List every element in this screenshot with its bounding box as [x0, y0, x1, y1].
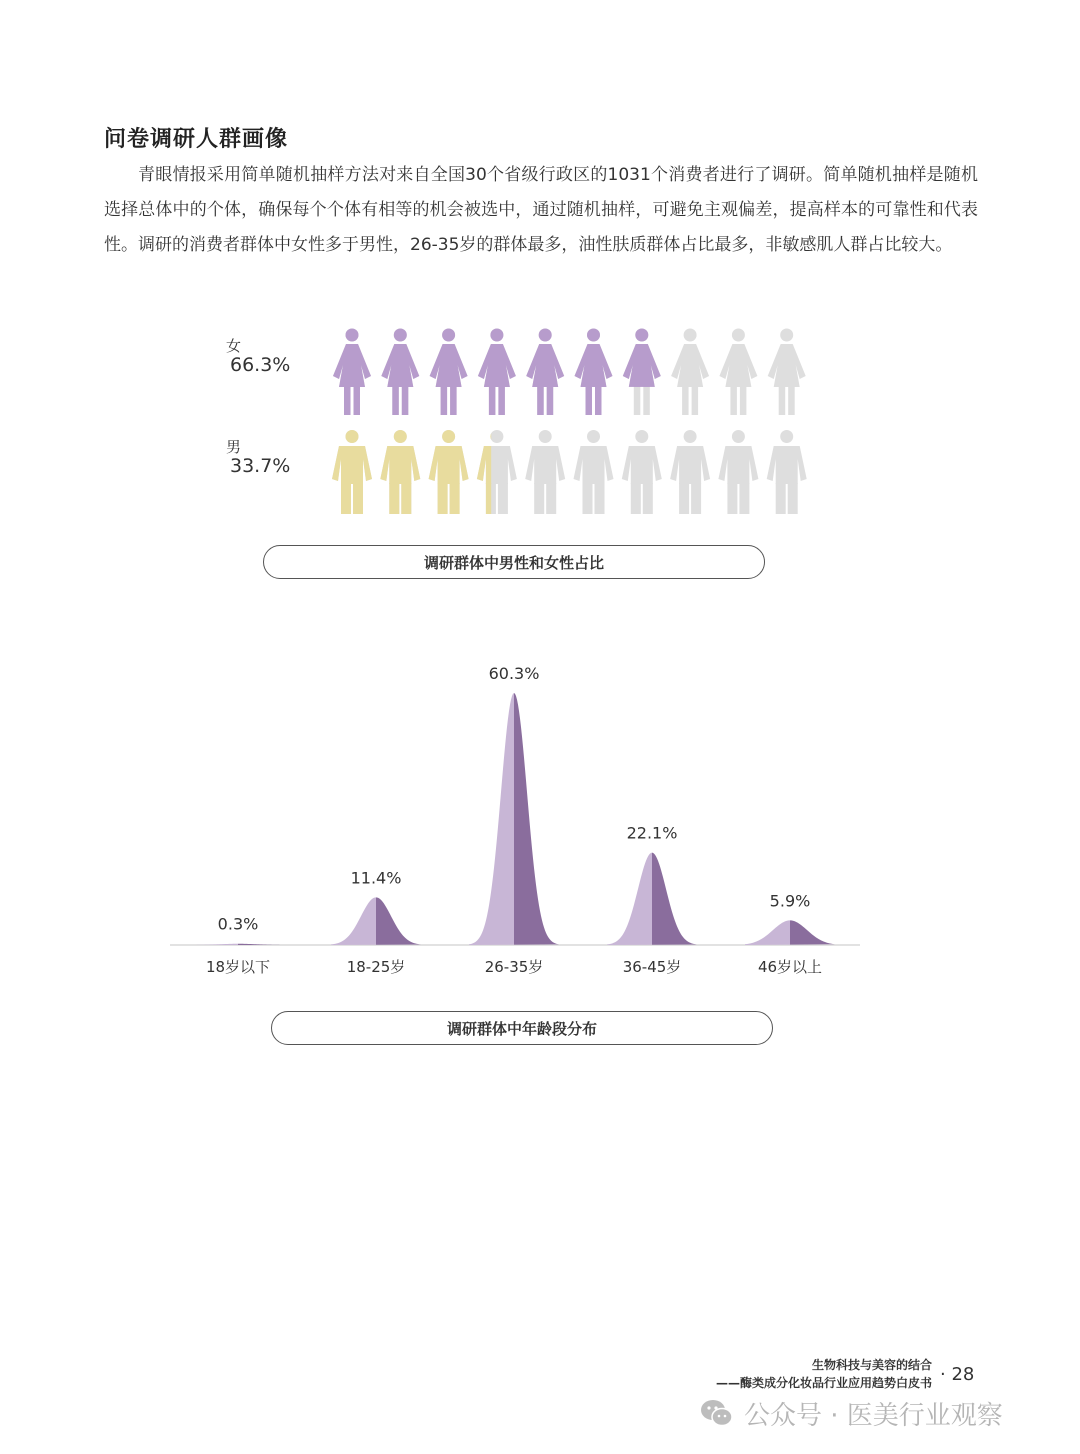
- age-peak-3: [469, 693, 559, 945]
- age-peak-2: [331, 897, 421, 945]
- wechat-icon: [700, 1398, 734, 1428]
- age-chart-caption: 调研群体中年龄段分布: [271, 1011, 773, 1045]
- female-percentage: 66.3%: [230, 354, 291, 376]
- female-icon: [768, 329, 806, 416]
- x-tick-label: 18岁以下: [205, 958, 271, 976]
- male-icon: [477, 430, 517, 514]
- male-icon: [670, 430, 710, 514]
- data-label: 5.9%: [769, 891, 811, 911]
- data-label: 11.4%: [350, 868, 402, 888]
- footer-title: 生物科技与美容的结合: [811, 1358, 932, 1372]
- male-percentage: 33.7%: [230, 455, 291, 477]
- female-icon: [430, 329, 468, 416]
- age-distribution-chart: [160, 650, 880, 990]
- x-tick-label: 36-45岁: [622, 958, 682, 976]
- male-icon: [574, 430, 614, 514]
- female-icon: [671, 329, 709, 416]
- male-label: 男: [226, 438, 242, 456]
- data-label: 0.3%: [217, 914, 259, 934]
- female-icon: [381, 329, 419, 416]
- age-peak-4: [607, 853, 697, 945]
- gender-chart-caption: 调研群体中男性和女性占比: [263, 545, 765, 579]
- data-label: 60.3%: [488, 664, 540, 683]
- male-icon: [767, 430, 807, 514]
- male-icon: [622, 430, 662, 514]
- footer-subtitle: ——酶类成分化妆品行业应用趋势白皮书: [715, 1376, 932, 1390]
- watermark: [700, 1393, 1060, 1433]
- data-label: 22.1%: [626, 823, 678, 843]
- intro-paragraph: 青眼情报采用简单随机抽样方法对来自全国30个省级行政区的1031个消费者进行了调研。简单随机抽样是随机选择总体中的个体，确保每个个体有相等的机会被选中，通过随机抽样，可避免主观偏差，提高样本的可靠性和代表性。调研的消费者群体中女性多于男性，26-35岁的群体最多，油性肤质群体占比最多，非敏感肌人群占比较大。: [104, 165, 978, 255]
- male-icon: [332, 430, 372, 514]
- female-icon: [575, 329, 613, 416]
- male-icon: [429, 430, 469, 514]
- age-peak-5: [745, 920, 835, 945]
- female-icon: [526, 329, 564, 416]
- female-icon: [333, 329, 371, 416]
- gender-pictogram: [320, 320, 820, 520]
- male-icon: [525, 430, 565, 514]
- x-tick-label: 18-25岁: [346, 958, 406, 976]
- x-tick-label: 46岁以上: [757, 958, 823, 976]
- female-icon: [478, 329, 516, 416]
- page-number: · 28: [940, 1364, 975, 1385]
- male-icon: [718, 430, 758, 514]
- female-icon: [719, 329, 757, 416]
- x-tick-label: 26-35岁: [484, 958, 544, 976]
- section-title: 问卷调研人群画像: [104, 127, 289, 152]
- female-label: 女: [226, 337, 242, 355]
- watermark-text: 公众号 · 医美行业观察: [744, 1400, 1003, 1431]
- male-icon: [380, 430, 420, 514]
- female-icon: [623, 329, 661, 416]
